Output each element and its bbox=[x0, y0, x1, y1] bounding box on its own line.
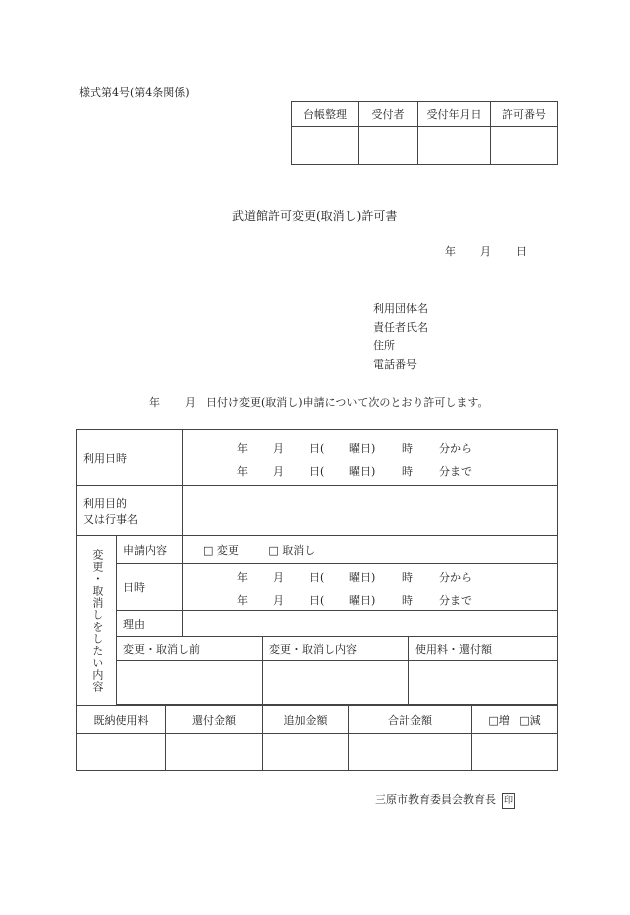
org-name-label: 利用団体名 bbox=[373, 302, 428, 315]
cell-receiver[interactable] bbox=[359, 127, 418, 165]
usage-from-weekday: 曜日) bbox=[349, 441, 376, 455]
phone-label: 電話番号 bbox=[373, 358, 417, 371]
change-until-month: 月 bbox=[273, 594, 284, 607]
change-until-year: 年 bbox=[237, 594, 248, 607]
fee-refund-header: 使用料・還付額 bbox=[409, 637, 558, 661]
change-section-label: 変更・取消しをしたい内容 bbox=[90, 548, 104, 693]
usage-datetime-cell[interactable] bbox=[183, 430, 558, 486]
change-datetime-cell[interactable] bbox=[183, 564, 558, 611]
usage-datetime-label: 利用日時 bbox=[77, 430, 183, 486]
paid-fee-header: 既納使用料 bbox=[77, 706, 166, 734]
date-year: 年 bbox=[445, 245, 456, 258]
usage-from-line bbox=[183, 435, 557, 458]
date-month: 月 bbox=[480, 245, 491, 258]
usage-purpose-label-line2: 又は行事名 bbox=[83, 512, 138, 526]
increase-decrease-cell[interactable] bbox=[472, 734, 558, 771]
change-from-month: 月 bbox=[273, 571, 284, 584]
before-change-cell[interactable] bbox=[117, 661, 263, 705]
document-title: 武道館許可変更(取消し)許可書 bbox=[232, 209, 398, 223]
change-content-cell[interactable] bbox=[263, 661, 409, 705]
change-until-line bbox=[183, 587, 557, 610]
application-content-label: 申請内容 bbox=[117, 536, 183, 564]
change-from-day: 日( bbox=[309, 571, 325, 584]
change-until-day: 日( bbox=[309, 594, 325, 607]
issuer-name: 三原市教育委員会教育長 bbox=[375, 793, 496, 806]
cell-permit-number[interactable] bbox=[491, 127, 558, 165]
header-receiver: 受付者 bbox=[359, 102, 418, 127]
usage-until-weekday: 曜日) bbox=[349, 464, 376, 478]
usage-until-month: 月 bbox=[273, 464, 284, 478]
address-label: 住所 bbox=[373, 339, 395, 352]
additional-amount-cell[interactable] bbox=[263, 734, 349, 771]
usage-until-hour: 時 bbox=[402, 464, 413, 478]
decrease-checkbox[interactable]: □減 bbox=[519, 713, 541, 727]
change-checkbox[interactable]: □ 変更 bbox=[203, 543, 239, 557]
change-from-year: 年 bbox=[237, 571, 248, 584]
change-from-hour: 時 bbox=[402, 571, 413, 584]
reason-cell[interactable] bbox=[183, 611, 558, 637]
statement-month: 月 bbox=[185, 396, 196, 409]
cancel-checkbox[interactable]: □ 取消し bbox=[268, 543, 316, 557]
refund-amount-header: 還付金額 bbox=[166, 706, 263, 734]
statement-year: 年 bbox=[149, 396, 160, 409]
office-use-table bbox=[291, 101, 558, 165]
increase-decrease-header bbox=[472, 706, 558, 734]
usage-from-hour: 時 bbox=[402, 441, 413, 455]
change-until-weekday: 曜日) bbox=[349, 594, 376, 607]
header-ledger: 台帳整理 bbox=[292, 102, 359, 127]
increase-checkbox[interactable]: □増 bbox=[488, 713, 510, 727]
total-amount-header: 合計金額 bbox=[349, 706, 472, 734]
total-amount-cell[interactable] bbox=[349, 734, 472, 771]
fee-refund-cell[interactable] bbox=[409, 661, 558, 705]
change-from-minute: 分から bbox=[439, 571, 472, 584]
additional-amount-header: 追加金額 bbox=[263, 706, 349, 734]
usage-until-line bbox=[183, 458, 557, 481]
usage-until-day: 日( bbox=[309, 464, 325, 478]
usage-from-day: 日( bbox=[309, 441, 325, 455]
cell-ledger[interactable] bbox=[292, 127, 359, 165]
cell-receipt-date[interactable] bbox=[418, 127, 491, 165]
usage-purpose-cell[interactable] bbox=[183, 486, 558, 536]
statement-text: 日付け変更(取消し)申請について次のとおり許可します。 bbox=[206, 396, 489, 409]
usage-purpose-label-line1: 利用目的 bbox=[83, 496, 127, 510]
change-until-hour: 時 bbox=[402, 594, 413, 607]
usage-until-minute: 分まで bbox=[439, 464, 472, 478]
change-until-minute: 分まで bbox=[439, 594, 472, 607]
form-number: 様式第4号(第4条関係) bbox=[79, 86, 190, 99]
change-from-line bbox=[183, 564, 557, 587]
change-section-cell bbox=[77, 536, 117, 706]
usage-purpose-label bbox=[77, 486, 183, 536]
before-change-header: 変更・取消し前 bbox=[117, 637, 263, 661]
date-day: 日 bbox=[516, 245, 527, 258]
usage-until-year: 年 bbox=[237, 464, 248, 478]
paid-fee-cell[interactable] bbox=[77, 734, 166, 771]
header-receipt-date: 受付年月日 bbox=[418, 102, 491, 127]
issuer bbox=[375, 791, 515, 809]
refund-amount-cell[interactable] bbox=[166, 734, 263, 771]
permit-form-table bbox=[76, 429, 558, 771]
header-permit-number: 許可番号 bbox=[491, 102, 558, 127]
reason-label: 理由 bbox=[117, 611, 183, 637]
seal-mark: 印 bbox=[502, 793, 515, 809]
application-content-cell bbox=[183, 536, 558, 564]
change-content-header: 変更・取消し内容 bbox=[263, 637, 409, 661]
usage-from-year: 年 bbox=[237, 441, 248, 455]
usage-from-month: 月 bbox=[273, 441, 284, 455]
change-datetime-label: 日時 bbox=[117, 564, 183, 611]
change-from-weekday: 曜日) bbox=[349, 571, 376, 584]
usage-from-minute: 分から bbox=[439, 441, 472, 455]
representative-label: 責任者氏名 bbox=[373, 321, 428, 334]
